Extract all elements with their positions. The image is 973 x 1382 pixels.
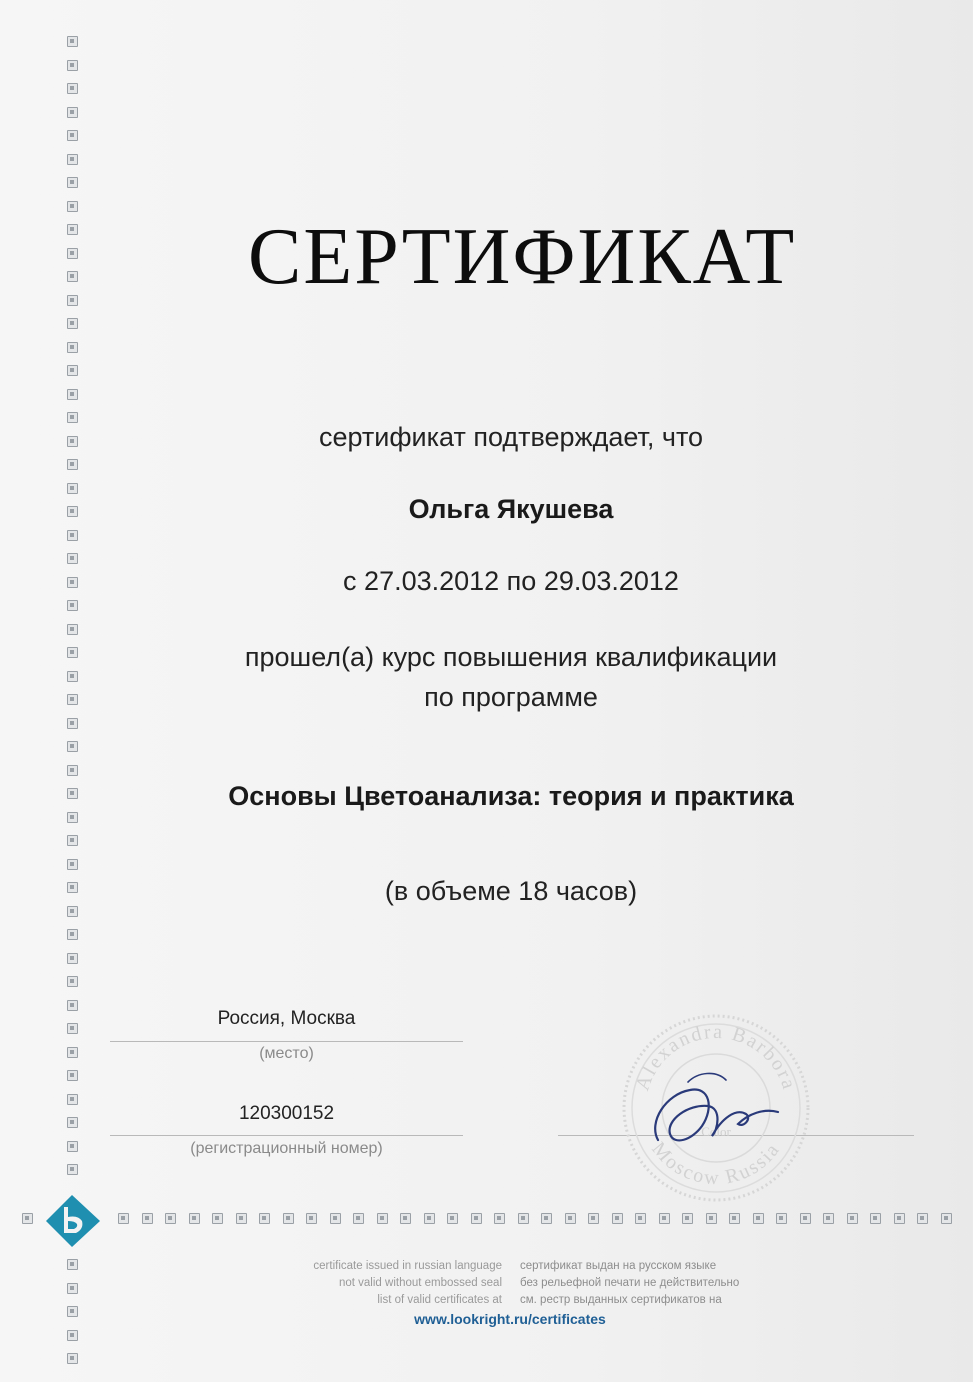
border-mark: [67, 271, 78, 282]
border-mark: [67, 1023, 78, 1034]
registration-caption: (регистрационный номер): [190, 1140, 383, 1157]
border-mark: [870, 1213, 881, 1224]
border-mark: [330, 1213, 341, 1224]
border-mark: [67, 318, 78, 329]
border-mark: [189, 1213, 200, 1224]
border-mark: [67, 1259, 78, 1270]
border-mark: [612, 1213, 623, 1224]
svg-text:Moscow Russia: [647, 1138, 784, 1189]
border-mark: [67, 765, 78, 776]
border-mark: [67, 177, 78, 188]
course-hours: (в объеме 18 часов): [384, 876, 638, 906]
border-mark: [682, 1213, 693, 1224]
border-mark: [67, 929, 78, 940]
border-mark: [67, 1141, 78, 1152]
course-description-line1: прошел(а) курс повышения квалификации: [244, 642, 778, 672]
border-mark: [67, 342, 78, 353]
border-mark: [706, 1213, 717, 1224]
border-mark: [67, 1283, 78, 1294]
border-mark: [823, 1213, 834, 1224]
border-mark: [753, 1213, 764, 1224]
registration-number: 120300152: [238, 1103, 335, 1124]
seal-outer-text: Alexandra Barbora: [631, 1020, 801, 1094]
border-mark: [259, 1213, 270, 1224]
border-mark: [67, 835, 78, 846]
border-mark: [67, 906, 78, 917]
svg-text:Alexandra Barbora: [631, 1021, 800, 1093]
border-mark: [22, 1213, 33, 1224]
border-mark: [306, 1213, 317, 1224]
border-mark: [67, 976, 78, 987]
border-mark: [67, 1070, 78, 1081]
place-underline: [110, 1041, 463, 1042]
border-mark: [67, 224, 78, 235]
border-mark: [588, 1213, 599, 1224]
border-mark: [67, 154, 78, 165]
footer-russian: [520, 1258, 800, 1309]
border-mark: [67, 530, 78, 541]
border-mark: [67, 553, 78, 564]
border-mark: [800, 1213, 811, 1224]
place-value: Россия, Москва: [217, 1008, 356, 1029]
program-name: Основы Цветоанализа: теория и практика: [228, 781, 794, 811]
recipient-name: Ольга Якушева: [408, 494, 614, 524]
seal-center-text: Color: [701, 1124, 731, 1139]
border-mark: [67, 248, 78, 259]
place-caption: (место): [259, 1045, 314, 1062]
border-mark: [894, 1213, 905, 1224]
border-mark: [565, 1213, 576, 1224]
border-mark: [67, 1306, 78, 1317]
border-mark: [635, 1213, 646, 1224]
border-mark: [67, 60, 78, 71]
border-mark: [67, 1330, 78, 1341]
border-mark: [541, 1213, 552, 1224]
seal-inner-text: Moscow Russia: [647, 1137, 785, 1190]
border-mark: [67, 365, 78, 376]
border-mark: [917, 1213, 928, 1224]
border-mark: [67, 389, 78, 400]
border-mark: [67, 741, 78, 752]
footer-en-line: list of valid certificates at: [377, 1294, 502, 1306]
intro-text: сертификат подтверждает, что: [318, 422, 704, 452]
border-mark: [67, 1117, 78, 1128]
border-mark: [67, 953, 78, 964]
border-mark: [67, 718, 78, 729]
embossed-seal-icon: [618, 1010, 814, 1206]
footer-en-line: certificate issued in russian language: [313, 1260, 502, 1272]
border-mark: [67, 36, 78, 47]
border-mark: [377, 1213, 388, 1224]
footer-ru-line: сертификат выдан на русском языке: [520, 1260, 717, 1272]
border-mark: [776, 1213, 787, 1224]
border-mark: [67, 1353, 78, 1364]
border-mark: [447, 1213, 458, 1224]
course-description-line2: по программе: [424, 682, 598, 712]
border-mark: [67, 624, 78, 635]
border-mark: [67, 107, 78, 118]
border-mark: [494, 1213, 505, 1224]
border-mark: [518, 1213, 529, 1224]
border-mark: [67, 459, 78, 470]
footer-ru-line: см. рестр выданных сертификатов на: [520, 1294, 722, 1306]
certificate-title: СЕРТИФИКАТ: [248, 213, 797, 301]
border-mark: [847, 1213, 858, 1224]
border-mark: [471, 1213, 482, 1224]
border-mark: [67, 201, 78, 212]
border-mark: [67, 1094, 78, 1105]
border-mark: [424, 1213, 435, 1224]
company-logo-icon: [44, 1193, 104, 1249]
border-mark: [659, 1213, 670, 1224]
border-mark: [118, 1213, 129, 1224]
border-mark: [165, 1213, 176, 1224]
border-mark: [67, 295, 78, 306]
border-mark: [67, 859, 78, 870]
border-mark: [941, 1213, 952, 1224]
border-mark: [729, 1213, 740, 1224]
border-mark: [67, 1047, 78, 1058]
border-mark: [353, 1213, 364, 1224]
border-mark: [67, 130, 78, 141]
border-mark: [67, 483, 78, 494]
border-mark: [67, 1164, 78, 1175]
registration-underline: [110, 1135, 463, 1136]
footer-english: [240, 1258, 502, 1309]
certificates-link[interactable]: www.lookright.ru/certificates: [414, 1311, 606, 1327]
footer-ru-line: без рельефной печати не действительно: [520, 1277, 740, 1289]
border-mark: [142, 1213, 153, 1224]
border-mark: [212, 1213, 223, 1224]
border-mark: [67, 812, 78, 823]
border-mark: [67, 600, 78, 611]
border-mark: [283, 1213, 294, 1224]
border-mark: [67, 1000, 78, 1011]
border-mark: [67, 83, 78, 94]
border-mark: [400, 1213, 411, 1224]
border-mark: [236, 1213, 247, 1224]
footer-en-line: not valid without embossed seal: [338, 1277, 502, 1289]
course-period: с 27.03.2012 по 29.03.2012: [343, 566, 679, 596]
